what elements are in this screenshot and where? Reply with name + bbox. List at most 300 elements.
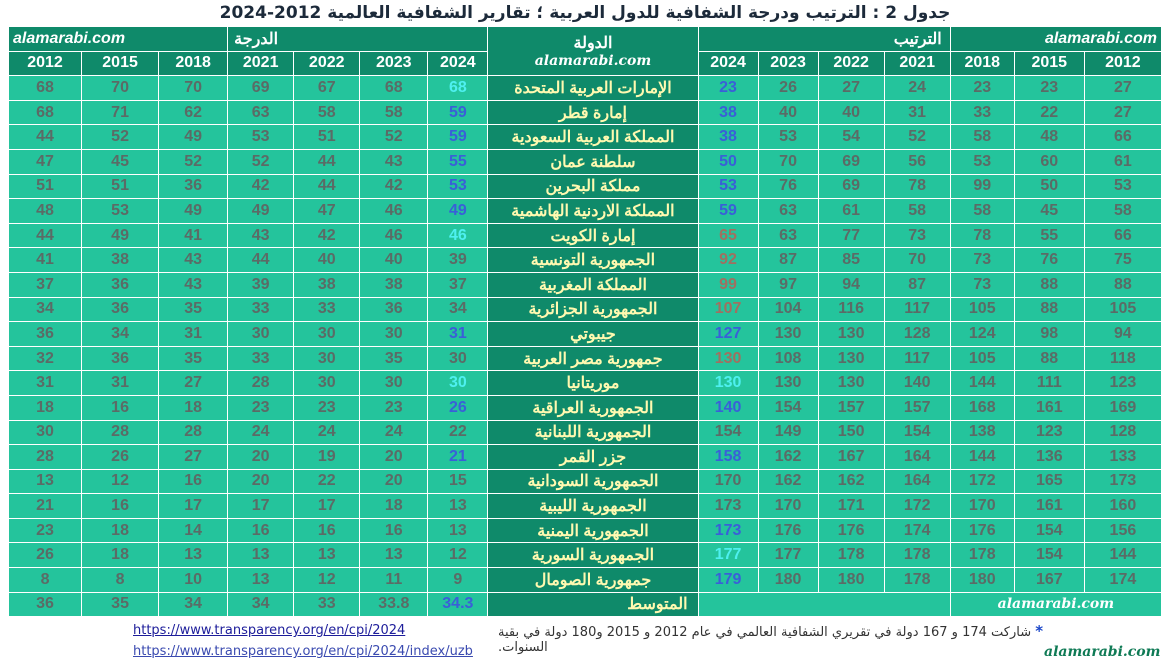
rank-cell: 23 [950,76,1014,101]
score-cell: 8 [82,568,159,593]
score-cell: 13 [9,469,82,494]
score-cell: 19 [294,445,360,470]
score-cell: 44 [294,149,360,174]
rank-cell: 27 [1084,100,1161,125]
score-cell: 43 [228,223,294,248]
table-row [9,543,1162,568]
score-cell: 32 [9,346,82,371]
rank-cell: 92 [698,248,758,273]
score-group-header: الدرجة [228,27,488,52]
footnote [498,622,1058,655]
score-cell: 35 [360,346,428,371]
rank-year-header: 2024 [698,51,758,76]
rank-cell: 94 [818,272,884,297]
rank-cell: 88 [1084,272,1161,297]
rank-cell: 117 [884,346,950,371]
country-column-header [488,27,698,76]
rank-cell: 88 [1014,272,1084,297]
brand-watermark-avg: alamarabi.com [950,592,1161,617]
rank-cell: 130 [818,322,884,347]
rank-cell: 108 [758,346,818,371]
score-cell: 37 [9,272,82,297]
score-cell: 13 [360,543,428,568]
score-cell: 18 [159,395,228,420]
score-cell: 36 [82,297,159,322]
rank-year-header: 2021 [884,51,950,76]
country-name: الجمهورية الجزائرية [488,297,698,322]
rank-cell: 53 [950,149,1014,174]
score-cell: 30 [9,420,82,445]
country-name: الجمهورية السورية [488,543,698,568]
rank-cell: 180 [758,568,818,593]
rank-cell: 149 [758,420,818,445]
rank-cell: 45 [1014,199,1084,224]
rank-cell: 40 [818,100,884,125]
rank-cell: 167 [1014,568,1084,593]
rank-cell: 168 [950,395,1014,420]
rank-cell: 130 [698,346,758,371]
score-cell: 22 [428,420,488,445]
rank-cell: 58 [950,199,1014,224]
rank-cell: 180 [950,568,1014,593]
score-cell: 27 [159,371,228,396]
score-cell: 36 [82,346,159,371]
score-cell: 36 [360,297,428,322]
score-cell: 31 [9,371,82,396]
rank-cell: 178 [884,543,950,568]
score-cell: 52 [228,149,294,174]
country-name: إمارة قطر [488,100,698,125]
table-row [9,297,1162,322]
rank-cell: 78 [884,174,950,199]
score-cell: 18 [9,395,82,420]
footnote-star: * [1035,622,1044,640]
rank-cell: 164 [884,445,950,470]
rank-cell: 162 [818,469,884,494]
brand-watermark-left: alamarabi.com [9,27,228,52]
score-cell: 70 [82,76,159,101]
rank-cell: 58 [950,125,1014,150]
country-name: جمهورية مصر العربية [488,346,698,371]
score-cell: 13 [228,543,294,568]
rank-cell: 154 [1014,543,1084,568]
score-cell: 14 [159,518,228,543]
score-cell: 23 [228,395,294,420]
country-name: المملكة العربية السعودية [488,125,698,150]
score-year-header: 2024 [428,51,488,76]
table-row [9,346,1162,371]
rank-cell: 70 [884,248,950,273]
rank-cell: 63 [758,223,818,248]
rank-cell: 123 [1014,420,1084,445]
score-cell: 49 [159,125,228,150]
score-cell: 41 [9,248,82,273]
rank-cell: 165 [1014,469,1084,494]
score-cell: 35 [159,346,228,371]
score-cell: 36 [159,174,228,199]
score-cell: 13 [159,543,228,568]
score-cell: 10 [159,568,228,593]
country-name: المملكة المغربية [488,272,698,297]
score-cell: 49 [428,199,488,224]
score-cell: 36 [82,272,159,297]
rank-cell: 60 [1014,149,1084,174]
score-cell: 17 [228,494,294,519]
average-cell: 33 [294,592,360,617]
score-cell: 49 [228,199,294,224]
rank-cell: 87 [884,272,950,297]
rank-cell: 178 [884,568,950,593]
rank-cell: 59 [698,199,758,224]
rank-cell: 162 [758,445,818,470]
country-name: الجمهورية اللبنانية [488,420,698,445]
score-cell: 28 [159,420,228,445]
score-cell: 47 [9,149,82,174]
score-cell: 59 [428,125,488,150]
rank-cell: 128 [1084,420,1161,445]
rank-cell: 50 [698,149,758,174]
rank-cell: 105 [950,346,1014,371]
group-header-row [9,27,1162,52]
rank-cell: 170 [950,494,1014,519]
rank-cell: 170 [758,494,818,519]
rank-cell: 69 [818,149,884,174]
score-cell: 68 [9,76,82,101]
score-cell: 71 [82,100,159,125]
rank-cell: 88 [1014,297,1084,322]
score-cell: 16 [82,395,159,420]
table-row [9,248,1162,273]
rank-cell: 111 [1014,371,1084,396]
score-cell: 51 [9,174,82,199]
rank-cell: 154 [884,420,950,445]
rank-cell: 107 [698,297,758,322]
rank-cell: 65 [698,223,758,248]
score-cell: 37 [428,272,488,297]
rank-cell: 61 [818,199,884,224]
table-row [9,322,1162,347]
rank-cell: 130 [818,346,884,371]
score-cell: 46 [360,199,428,224]
average-row [9,592,1162,617]
country-header-label: الدولة [573,35,613,53]
rank-cell: 171 [818,494,884,519]
score-cell: 16 [159,469,228,494]
score-cell: 38 [360,272,428,297]
average-cell: 33.8 [360,592,428,617]
score-cell: 34 [82,322,159,347]
brand-watermark-right: alamarabi.com [950,27,1161,52]
rank-cell: 73 [950,272,1014,297]
score-cell: 67 [294,76,360,101]
rank-cell: 124 [950,322,1014,347]
score-cell: 16 [228,518,294,543]
rank-cell: 38 [698,100,758,125]
score-cell: 43 [159,272,228,297]
rank-cell: 23 [1014,76,1084,101]
average-label: المتوسط [488,592,698,617]
score-cell: 28 [228,371,294,396]
rank-cell: 128 [884,322,950,347]
score-cell: 40 [360,248,428,273]
rank-cell: 54 [818,125,884,150]
rank-year-header: 2018 [950,51,1014,76]
score-cell: 36 [9,322,82,347]
score-cell: 18 [82,543,159,568]
rank-cell: 157 [818,395,884,420]
score-cell: 33 [294,297,360,322]
rank-cell: 97 [758,272,818,297]
score-cell: 16 [82,494,159,519]
score-cell: 45 [82,149,159,174]
country-name: إمارة الكويت [488,223,698,248]
score-cell: 20 [228,469,294,494]
rank-cell: 53 [698,174,758,199]
rank-cell: 88 [1014,346,1084,371]
rank-cell: 77 [818,223,884,248]
rank-cell: 63 [758,199,818,224]
rank-cell: 144 [1084,543,1161,568]
score-cell: 52 [159,149,228,174]
score-cell: 31 [428,322,488,347]
rank-cell: 58 [884,199,950,224]
table-row [9,395,1162,420]
score-cell: 68 [428,76,488,101]
score-cell: 35 [159,297,228,322]
score-cell: 42 [294,223,360,248]
rank-cell: 150 [818,420,884,445]
rank-cell: 50 [1014,174,1084,199]
rank-cell: 56 [884,149,950,174]
score-cell: 18 [82,518,159,543]
score-cell: 38 [294,272,360,297]
score-cell: 11 [360,568,428,593]
rank-cell: 27 [1084,76,1161,101]
score-cell: 33 [228,297,294,322]
rank-year-header: 2022 [818,51,884,76]
score-cell: 24 [228,420,294,445]
average-cell: 34.3 [428,592,488,617]
score-cell: 53 [428,174,488,199]
page-title: جدول 2 : الترتيب ودرجة الشفافية للدول العربية ؛ تقارير الشفافية العالمية 2012-2024 [219,3,951,23]
rank-cell: 157 [884,395,950,420]
country-name: الإمارات العربية المتحدة [488,76,698,101]
rank-cell: 98 [1014,322,1084,347]
rank-cell: 162 [758,469,818,494]
rank-cell: 33 [950,100,1014,125]
source-link-cpi-index[interactable]: https://www.transparency.org/en/cpi/2024/index/uzb [133,644,473,659]
score-cell: 63 [228,100,294,125]
score-cell: 22 [294,469,360,494]
rank-cell: 53 [758,125,818,150]
brand-watermark-bottom: alamarabi.com [1044,644,1161,660]
country-name: جمهورية الصومال [488,568,698,593]
rank-cell: 99 [950,174,1014,199]
rank-cell: 179 [698,568,758,593]
rank-cell: 99 [698,272,758,297]
score-cell: 30 [228,322,294,347]
rank-cell: 22 [1014,100,1084,125]
score-cell: 28 [82,420,159,445]
table-row [9,174,1162,199]
source-link-cpi-2024[interactable]: https://www.transparency.org/en/cpi/2024 [133,623,406,638]
score-cell: 34 [9,297,82,322]
score-cell: 30 [360,322,428,347]
rank-cell: 140 [884,371,950,396]
country-name: الجمهورية السودانية [488,469,698,494]
rank-cell: 104 [758,297,818,322]
rank-cell: 26 [758,76,818,101]
rank-cell: 105 [1084,297,1161,322]
rank-cell: 164 [884,469,950,494]
rank-cell: 177 [698,543,758,568]
score-cell: 38 [82,248,159,273]
score-cell: 39 [228,272,294,297]
score-cell: 49 [159,199,228,224]
score-year-header: 2018 [159,51,228,76]
average-cell: 34 [228,592,294,617]
score-cell: 13 [294,543,360,568]
score-cell: 12 [428,543,488,568]
score-year-header: 2022 [294,51,360,76]
score-cell: 46 [360,223,428,248]
country-name: الجمهورية العراقية [488,395,698,420]
rank-cell: 138 [950,420,1014,445]
score-year-header: 2023 [360,51,428,76]
score-cell: 55 [428,149,488,174]
table-row [9,494,1162,519]
score-cell: 68 [9,100,82,125]
footnote-text: شاركت 174 و 167 دولة في تقريري الشفافية العالمي في عام 2012 و 2015 و180 دولة في بقية السنوات. [498,625,1032,655]
rank-cell: 173 [1084,469,1161,494]
rank-cell: 144 [950,371,1014,396]
country-name: مملكة البحرين [488,174,698,199]
score-cell: 51 [294,125,360,150]
rank-cell: 58 [1084,199,1161,224]
score-cell: 58 [360,100,428,125]
score-cell: 31 [82,371,159,396]
rank-cell: 176 [950,518,1014,543]
rank-cell: 38 [698,125,758,150]
score-year-header: 2021 [228,51,294,76]
score-cell: 13 [428,518,488,543]
rank-cell: 130 [758,371,818,396]
score-cell: 48 [9,199,82,224]
score-cell: 24 [294,420,360,445]
score-cell: 53 [82,199,159,224]
rank-cell: 55 [1014,223,1084,248]
score-cell: 34 [428,297,488,322]
rank-cell: 160 [1084,494,1161,519]
country-name: جزر القمر [488,445,698,470]
score-cell: 30 [428,371,488,396]
score-cell: 31 [159,322,228,347]
score-cell: 20 [360,469,428,494]
score-cell: 18 [360,494,428,519]
country-name: جيبوتي [488,322,698,347]
average-cell: 35 [82,592,159,617]
score-cell: 58 [294,100,360,125]
rank-cell: 69 [818,174,884,199]
rank-cell: 24 [884,76,950,101]
rank-cell: 85 [818,248,884,273]
score-cell: 43 [360,149,428,174]
rank-cell: 130 [818,371,884,396]
rank-cell: 123 [1084,371,1161,396]
rank-cell: 61 [1084,149,1161,174]
score-cell: 47 [294,199,360,224]
table-row [9,371,1162,396]
rank-cell: 87 [758,248,818,273]
table-row [9,223,1162,248]
rank-cell: 154 [1014,518,1084,543]
transparency-table [8,26,1162,617]
score-cell: 12 [294,568,360,593]
table-row [9,420,1162,445]
rank-cell: 75 [1084,248,1161,273]
score-cell: 9 [428,568,488,593]
rank-cell: 133 [1084,445,1161,470]
score-cell: 30 [294,322,360,347]
rank-cell: 173 [698,518,758,543]
rank-cell: 161 [1014,494,1084,519]
score-cell: 27 [159,445,228,470]
score-year-header: 2012 [9,51,82,76]
table-row [9,125,1162,150]
table-row [9,76,1162,101]
rank-cell: 73 [950,248,1014,273]
country-name: الجمهورية الليبية [488,494,698,519]
average-blank [698,592,950,617]
country-name: سلطنة عمان [488,149,698,174]
country-name: موريتانيا [488,371,698,396]
rank-cell: 118 [1084,346,1161,371]
score-cell: 39 [428,248,488,273]
score-cell: 20 [228,445,294,470]
score-cell: 21 [428,445,488,470]
rank-year-header: 2012 [1084,51,1161,76]
rank-cell: 76 [758,174,818,199]
score-cell: 68 [360,76,428,101]
country-name: الجمهورية التونسية [488,248,698,273]
rank-year-header: 2023 [758,51,818,76]
rank-cell: 130 [698,371,758,396]
rank-cell: 105 [950,297,1014,322]
rank-group-header: الترتيب [698,27,950,52]
rank-cell: 73 [884,223,950,248]
rank-cell: 161 [1014,395,1084,420]
score-cell: 52 [360,125,428,150]
rank-cell: 40 [758,100,818,125]
rank-cell: 172 [884,494,950,519]
rank-cell: 172 [950,469,1014,494]
table-row [9,568,1162,593]
table-row [9,199,1162,224]
score-cell: 44 [9,125,82,150]
table-row [9,445,1162,470]
rank-cell: 140 [698,395,758,420]
score-cell: 30 [360,371,428,396]
rank-cell: 154 [698,420,758,445]
rank-cell: 136 [1014,445,1084,470]
table-row [9,518,1162,543]
rank-cell: 27 [818,76,884,101]
country-name: المملكة الاردنية الهاشمية [488,199,698,224]
score-cell: 42 [360,174,428,199]
rank-cell: 158 [698,445,758,470]
rank-cell: 178 [950,543,1014,568]
rank-cell: 177 [758,543,818,568]
